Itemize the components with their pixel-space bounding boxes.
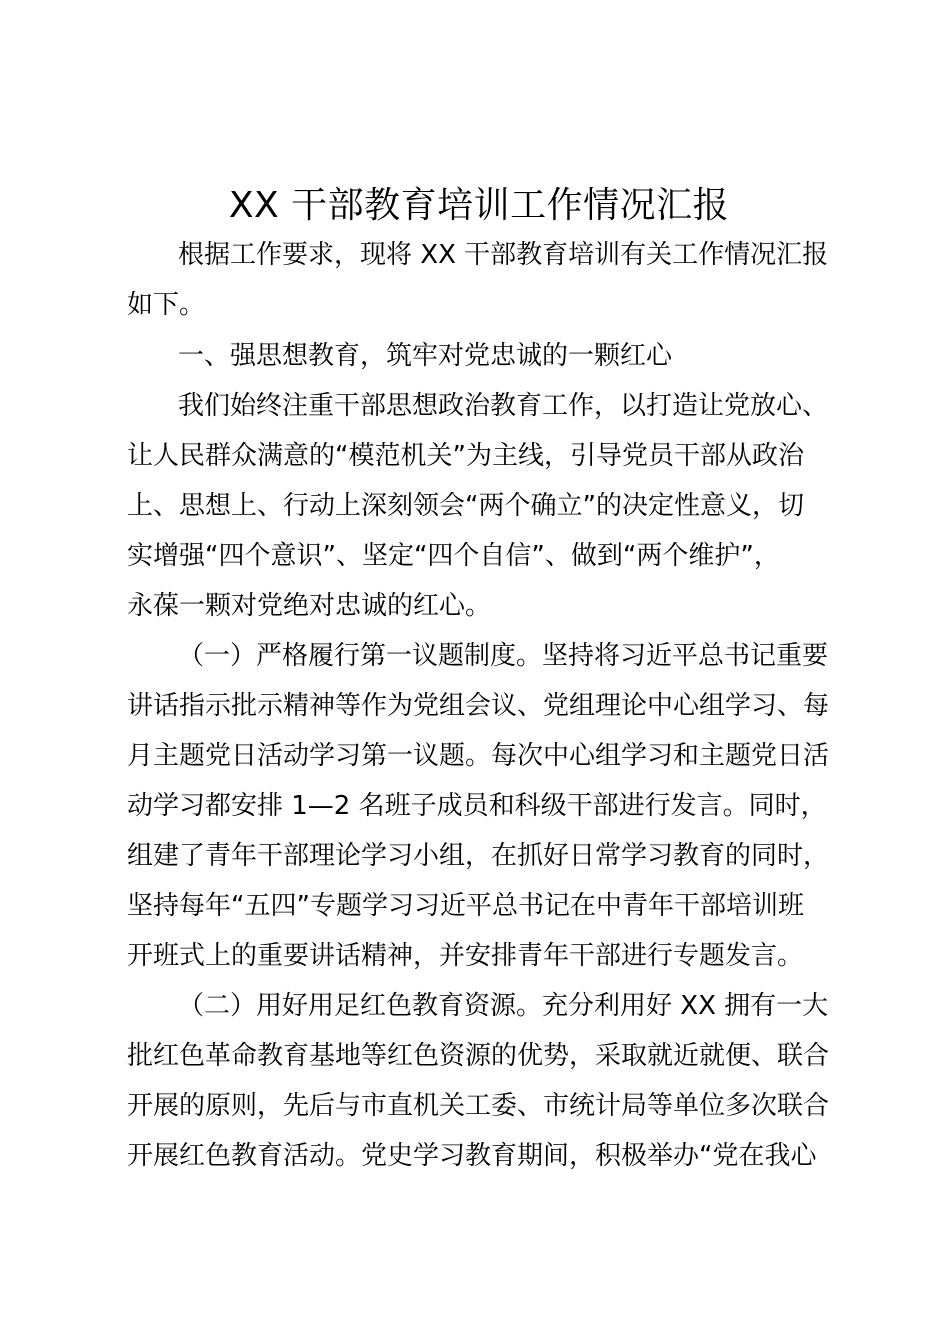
subsection-line: （二）用好用足红色教育资源。充分利用好 XX 拥有一大 (178, 991, 829, 1021)
paragraph-line: 动学习都安排 1—2 名班子成员和科级干部进行发言。同时， (127, 791, 827, 821)
subsection-line: （一）严格履行第一议题制度。坚持将习近平总书记重要 (178, 641, 829, 671)
paragraph-line: 根据工作要求，现将 XX 干部教育培训有关工作情况汇报 (178, 240, 829, 270)
section-heading: 一、强思想教育，筑牢对党忠诚的一颗红心 (178, 341, 673, 371)
paragraph-line: 实增强“四个意识”、坚定“四个自信”、做到“两个维护”， (127, 541, 780, 571)
paragraph-line: 讲话指示批示精神等作为党组会议、党组理论中心组学习、每 (127, 691, 830, 721)
paragraph-line: 开展的原则，先后与市直机关工委、市统计局等单位多次联合 (127, 1091, 830, 1121)
paragraph-line: 如下。 (127, 290, 206, 320)
document-title: XX 干部教育培训工作情况汇报 (228, 185, 730, 226)
paragraph-line: 月主题党日活动学习第一议题。每次中心组学习和主题党日活 (127, 741, 830, 771)
paragraph-line: 永葆一颗对党绝对忠诚的红心。 (127, 591, 492, 621)
paragraph-line: 开班式上的重要讲话精神，并安排青年干部进行专题发言。 (127, 941, 804, 971)
paragraph-line: 坚持每年“五四”专题学习习近平总书记在中青年干部培训班 (127, 891, 804, 921)
paragraph-line: 让人民群众满意的“模范机关”为主线，引导党员干部从政治 (127, 441, 804, 471)
paragraph-line: 我们始终注重干部思想政治教育工作，以打造让党放心、 (178, 391, 829, 421)
paragraph-line: 批红色革命教育基地等红色资源的优势，采取就近就便、联合 (127, 1041, 830, 1071)
paragraph-line: 开展红色教育活动。党史学习教育期间，积极举办“党在我心 (127, 1141, 817, 1171)
paragraph-line: 上、思想上、行动上深刻领会“两个确立”的决定性意义，切 (127, 491, 804, 521)
paragraph-line: 组建了青年干部理论学习小组，在抓好日常学习教育的同时， (127, 841, 830, 871)
